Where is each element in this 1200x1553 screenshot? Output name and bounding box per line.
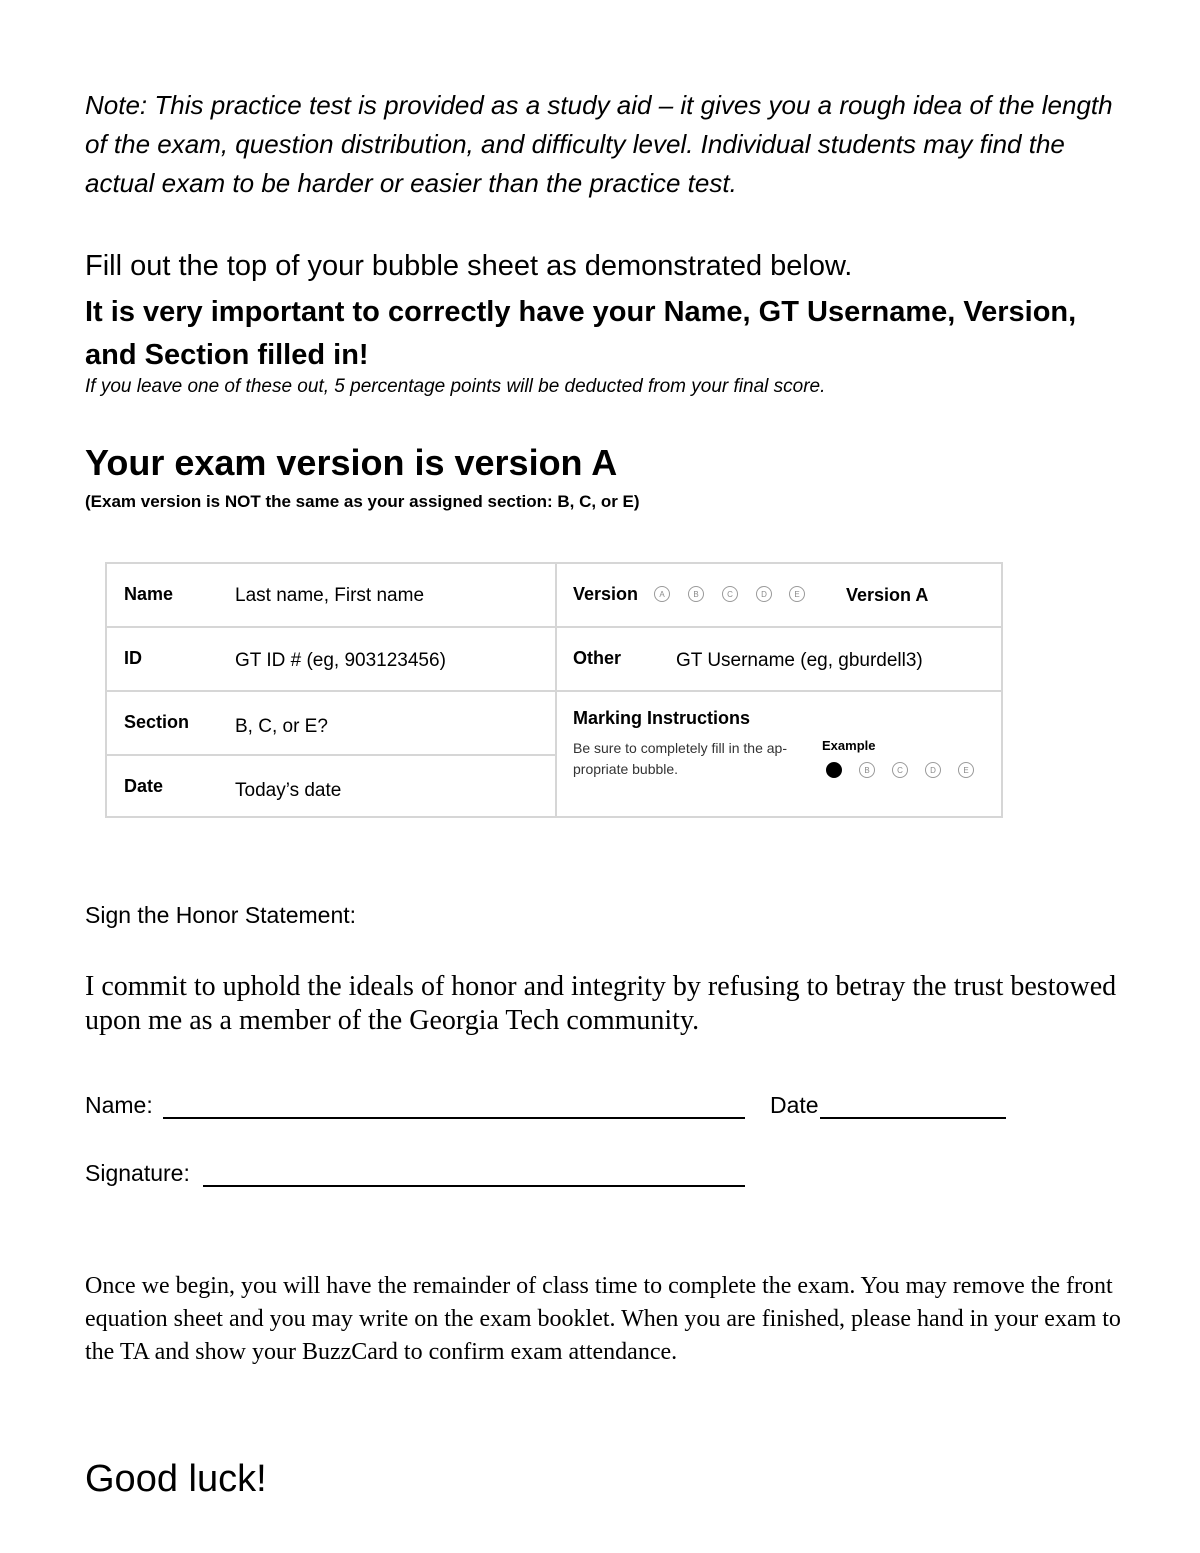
closing-paragraph: Once we begin, you will have the remainder of class time to complete the exam. You may remove the front equation sheet and you may write on the exam booklet. When you are finished, please hand in your exam to the TA and show your BuzzCard to confirm exam attendance. [85,1273,1121,1365]
name-value: Last name, First name [235,585,425,606]
version-bubble-b: B [688,586,704,602]
fill-out-instruction: Fill out the top of your bubble sheet as demonstrated below. [85,250,853,282]
version-value: Version A [846,585,929,605]
name-line[interactable] [163,1117,745,1119]
version-bubble-a: A [654,586,670,602]
other-value: GT Username (eg, gburdell3) [676,650,923,671]
exam-version-note: (Exam version is NOT the same as your assigned section: B, C, or E) [85,492,640,511]
other-label: Other [573,648,622,668]
date-label: Date [124,776,164,796]
signature-line[interactable] [203,1185,745,1187]
example-bubble-c: C [892,762,908,778]
signature-date-label: Date [770,1092,819,1118]
version-bubble-d: D [756,586,772,602]
example-bubble-b: B [859,762,875,778]
honor-statement: I commit to uphold the ideals of honor and integrity by refusing to betray the trust bestowed upon me as a member of the Georgia Tech community. [85,971,1117,1036]
example-bubble-e: E [958,762,974,778]
good-luck: Good luck! [85,1458,267,1500]
id-label: ID [124,648,142,668]
version-bubble-c: C [722,586,738,602]
practice-test-note: Note: This practice test is provided as a study aid – it gives you a rough idea of the length of the exam, question distribution, and difficulty level. Individual students may find the actual exam to be harder or easier than the practice test. [85,90,1113,198]
honor-heading: Sign the Honor Statement: [85,902,357,928]
section-label: Section [124,712,190,732]
important-notice: It is very important to correctly have your Name, GT Username, Version, and Section filled in! [85,296,1077,371]
signature-name-label: Name: [85,1092,153,1118]
example-bubble-d: D [925,762,941,778]
example-bubble-filled [826,762,842,778]
row-divider [107,690,1003,692]
date-line[interactable] [820,1117,1006,1119]
bubble-sheet-example [105,562,1003,818]
name-label: Name [124,584,174,604]
deduction-warning: If you leave one of these out, 5 percentage points will be deducted from your final score. [85,376,826,397]
version-bubble-e: E [789,586,805,602]
version-label: Version [573,584,639,604]
example-label: Example [822,738,876,753]
row-divider [107,626,1003,628]
id-value: GT ID # (eg, 903123456) [235,650,446,671]
signature-label: Signature: [85,1160,190,1186]
exam-version-title: Your exam version is version A [85,442,618,483]
section-value: B, C, or E? [235,716,328,737]
date-value: Today’s date [235,780,342,801]
row-divider [107,754,555,756]
marking-instructions-text: Be sure to completely fill in the ap- propriate bubble. [573,740,787,777]
marking-instructions-title: Marking Instructions [573,708,751,728]
